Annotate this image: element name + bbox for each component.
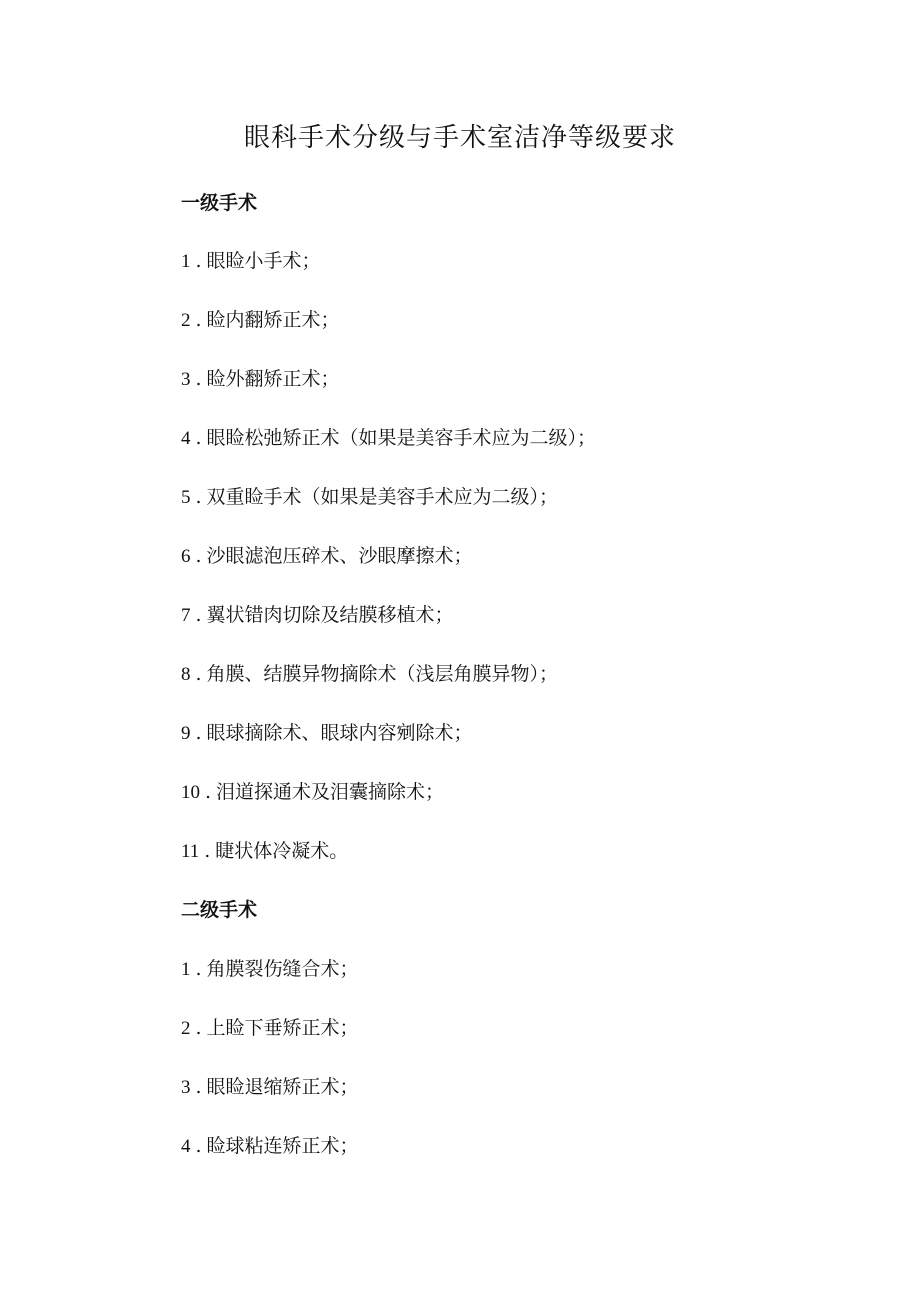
item-separator: . — [195, 309, 202, 331]
item-text: 眼球摘除术、眼球内容剜除术； — [206, 722, 473, 744]
item-text: 眼睑松弛矫正术（如果是美容手术应为二级）； — [206, 427, 597, 449]
list-item — [181, 482, 558, 513]
list-item — [181, 659, 558, 690]
item-number: 8 — [181, 664, 191, 685]
item-number: 9 — [181, 723, 191, 744]
list-item — [181, 305, 340, 336]
list-item — [181, 954, 359, 985]
item-number: 3 — [181, 369, 191, 390]
item-number: 1 — [181, 959, 191, 980]
item-number: 2 — [181, 310, 191, 331]
list-item — [181, 1131, 359, 1162]
item-text: 睫状体冷凝术。 — [215, 840, 349, 862]
item-text: 沙眼滤泡压碎术、沙眼摩擦术； — [206, 545, 473, 567]
item-number: 2 — [181, 1018, 191, 1039]
item-number: 4 — [181, 428, 191, 449]
item-separator: . — [195, 958, 202, 980]
item-text: 角膜裂伤缝合术； — [206, 958, 359, 980]
item-text: 眼睑退缩矫正术； — [206, 1076, 359, 1098]
item-number: 3 — [181, 1077, 191, 1098]
item-text: 睑球粘连矫正术； — [206, 1135, 359, 1157]
list-item — [181, 246, 321, 277]
section-heading-level-1: 一级手术 — [181, 192, 258, 214]
item-text: 上睑下垂矫正术； — [206, 1017, 359, 1039]
list-item — [181, 600, 454, 631]
item-text: 睑外翻矫正术； — [206, 368, 340, 390]
item-number: 6 — [181, 546, 191, 567]
section-heading-level-2: 二级手术 — [181, 899, 258, 921]
item-separator: . — [195, 604, 202, 626]
item-separator: . — [195, 486, 202, 508]
item-text: 翼状错肉切除及结膜移植术； — [206, 604, 454, 626]
item-separator: . — [204, 840, 211, 862]
item-number: 5 — [181, 487, 191, 508]
item-text: 泪道探通术及泪囊摘除术； — [216, 781, 445, 803]
list-item — [181, 1013, 359, 1044]
item-separator: . — [195, 722, 202, 744]
document-title: 眼科手术分级与手术室洁净等级要求 — [243, 123, 676, 153]
item-number: 4 — [181, 1136, 191, 1157]
list-item — [181, 1072, 359, 1103]
item-separator: . — [195, 545, 202, 567]
list-item — [181, 541, 473, 572]
item-text: 睑内翻矫正术； — [206, 309, 340, 331]
list-item — [181, 836, 348, 867]
item-number: 1 — [181, 251, 191, 272]
item-text: 眼睑小手术； — [206, 250, 321, 272]
item-separator: . — [195, 368, 202, 390]
item-number: 7 — [181, 605, 191, 626]
item-number: 10 — [181, 782, 200, 803]
item-text: 双重睑手术（如果是美容手术应为二级）； — [206, 486, 559, 508]
item-separator: . — [195, 1017, 202, 1039]
item-separator: . — [195, 1135, 202, 1157]
item-text: 角膜、结膜异物摘除术（浅层角膜异物）； — [206, 663, 559, 685]
list-item — [181, 718, 473, 749]
list-item — [181, 423, 596, 454]
item-separator: . — [195, 427, 202, 449]
item-separator: . — [195, 250, 202, 272]
item-number: 11 — [181, 841, 200, 862]
item-separator: . — [195, 663, 202, 685]
item-separator: . — [204, 781, 212, 803]
list-item — [181, 364, 340, 395]
item-separator: . — [195, 1076, 202, 1098]
list-item — [181, 777, 444, 808]
